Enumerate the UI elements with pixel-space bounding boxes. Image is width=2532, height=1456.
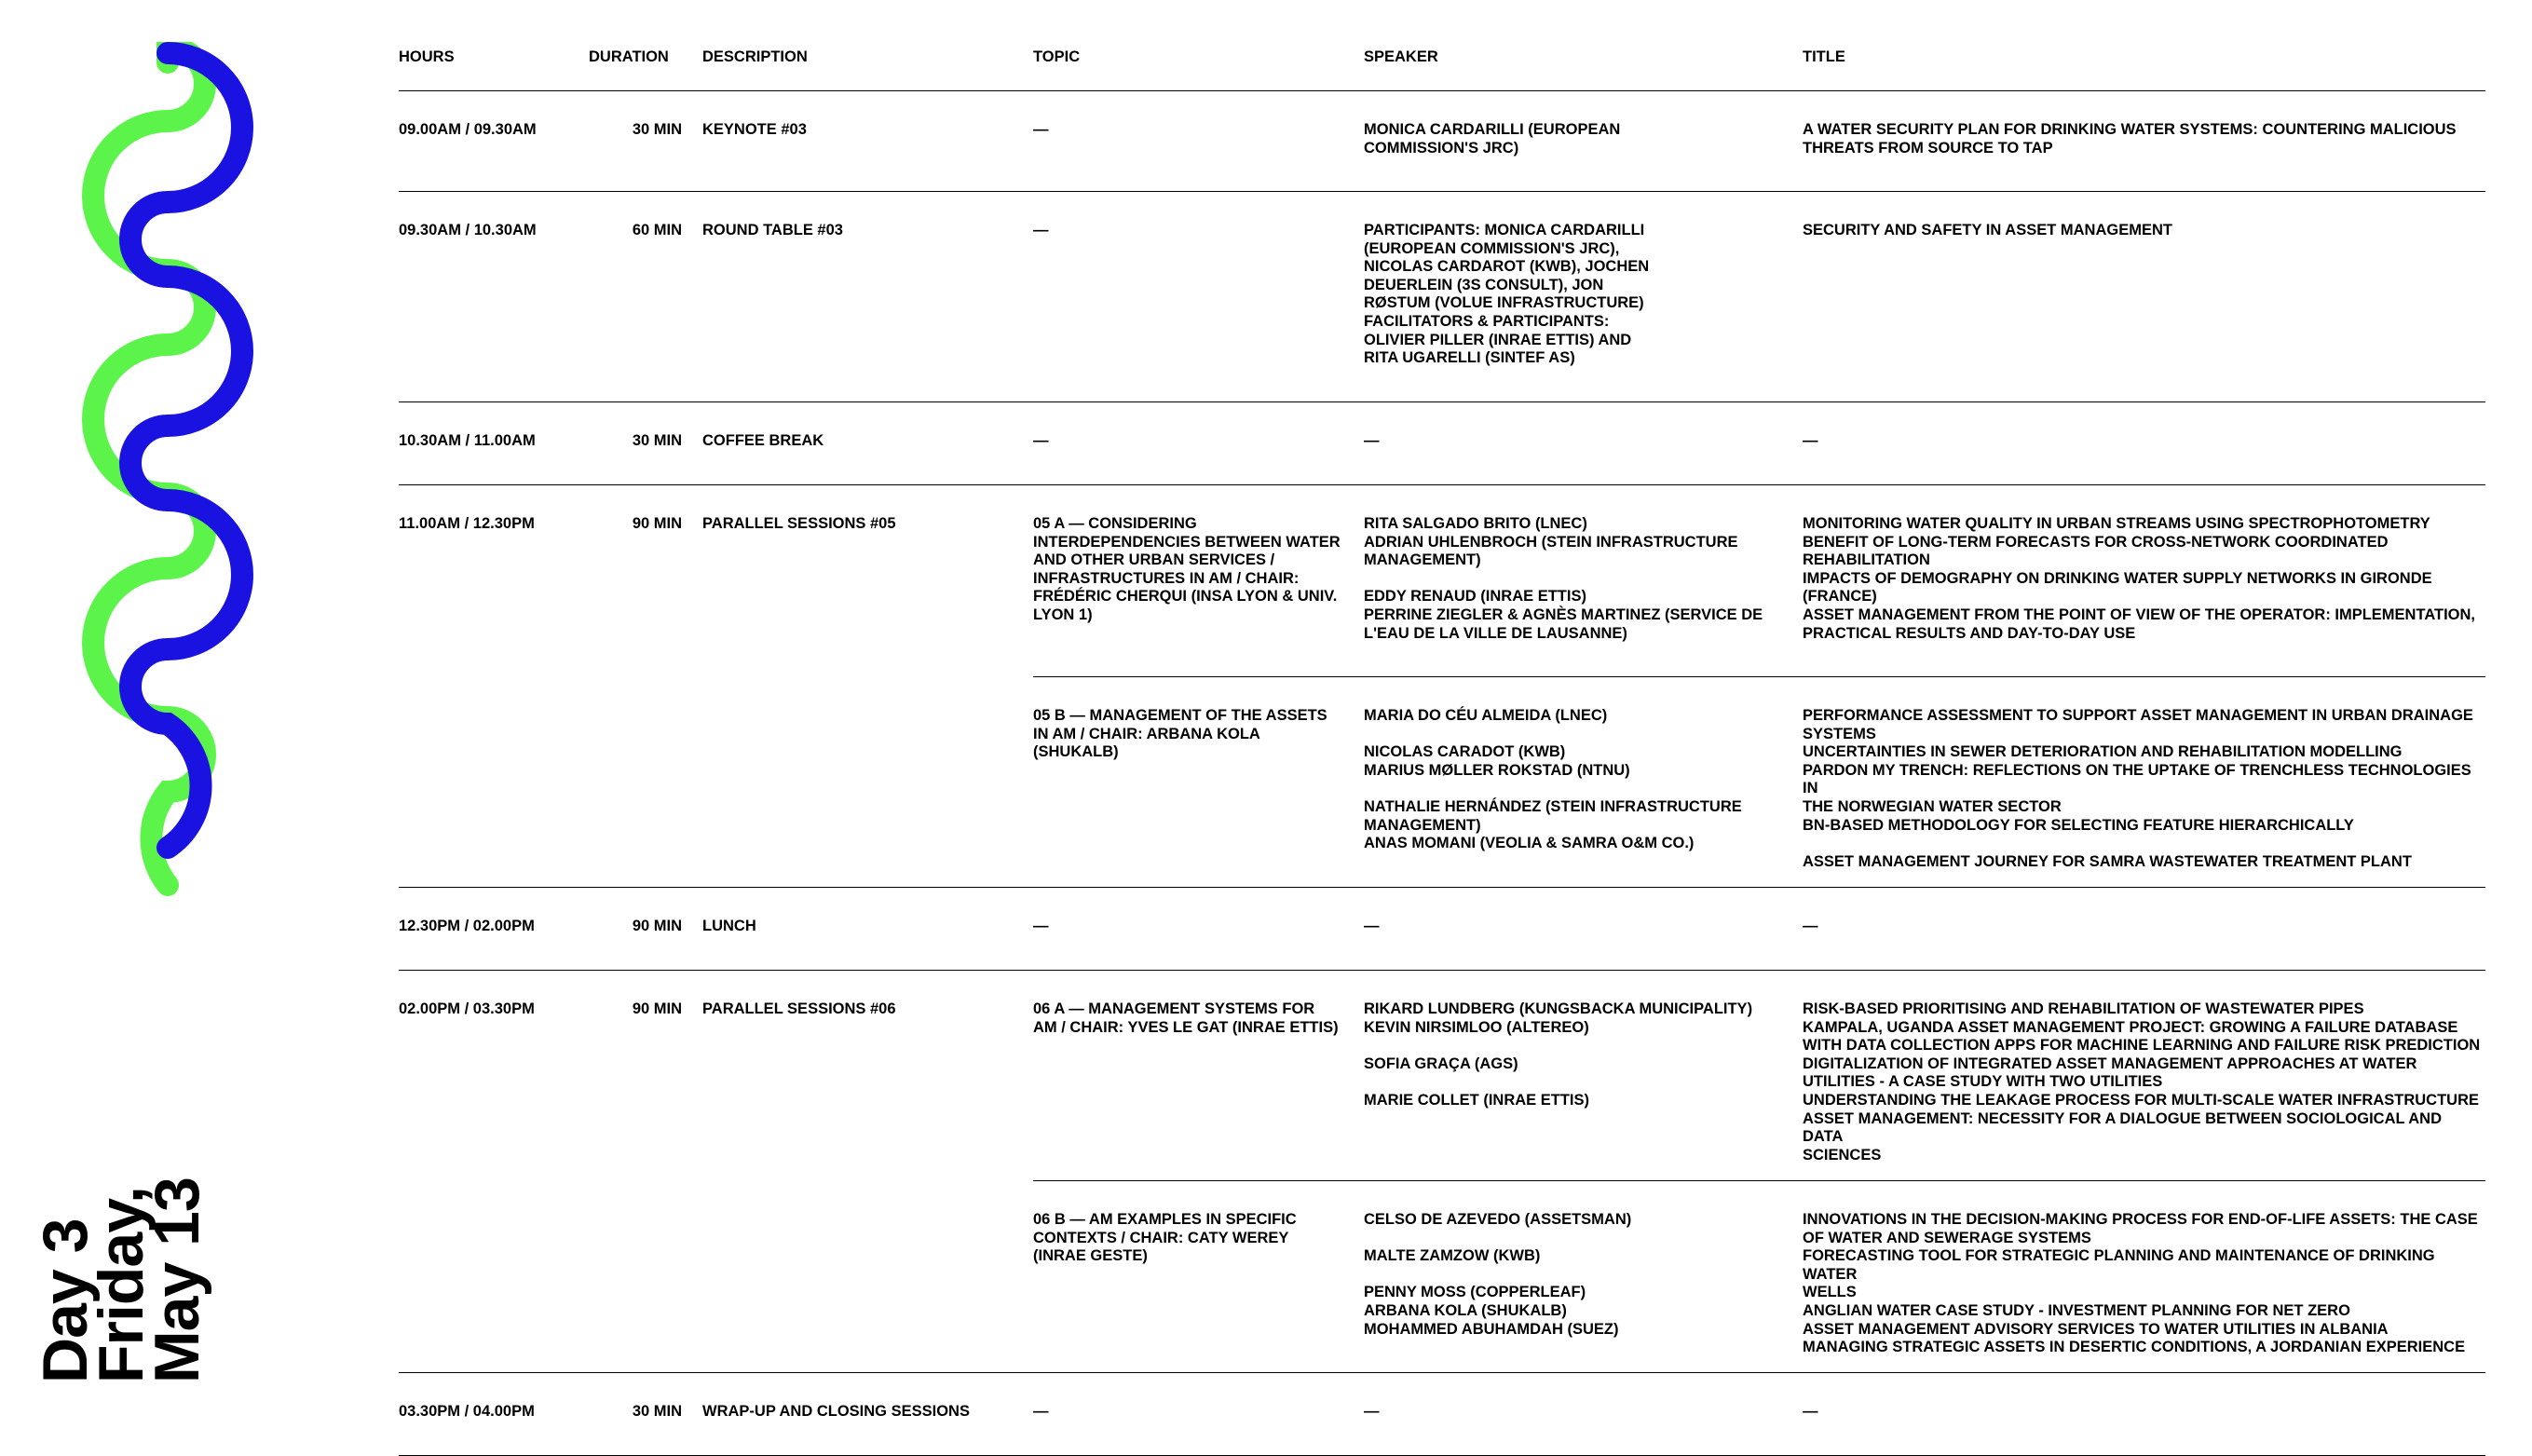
topic-cell: 05 A — CONSIDERING INTERDEPENDENCIES BETWEEN WATER AND OTHER URBAN SERVICES / INFRASTRUCTURES IN AM / CHAIR: FRÉDÉRIC CHERQUI (INSA LYON & UNIV. LYON 1) xyxy=(1033,515,1341,623)
session-block xyxy=(1033,1373,2485,1455)
title-cell-line: OF WATER AND SEWERAGE SYSTEMS xyxy=(1803,1229,2091,1246)
duration-cell: 60 MIN xyxy=(632,222,682,238)
sessions-wrap xyxy=(1033,485,2485,887)
sessions-wrap xyxy=(1033,1373,2485,1455)
description-cell: COFFEE BREAK xyxy=(702,432,824,449)
sessions-wrap xyxy=(1033,192,2485,401)
topic-cell: — xyxy=(1033,918,1049,934)
title-cell-line: — xyxy=(1803,432,1818,449)
speaker-cell-line: DEUERLEIN (3S CONSULT), JON xyxy=(1364,276,1604,293)
title-cell-line: ASSET MANAGEMENT FROM THE POINT OF VIEW OF THE OPERATOR: IMPLEMENTATION, xyxy=(1803,606,2476,623)
speaker-cell xyxy=(1364,1403,1778,1422)
title-cell-line: — xyxy=(1803,918,1818,934)
speaker-cell xyxy=(1364,1211,1778,1339)
title-cell-line: SECURITY AND SAFETY IN ASSET MANAGEMENT xyxy=(1803,222,2172,238)
speaker-cell-line: MANAGEMENT) xyxy=(1364,816,1481,834)
title-cell-line: RISK-BASED PRIORITISING AND REHABILITATION OF WASTEWATER PIPES xyxy=(1803,1000,2364,1017)
speaker-cell-line: RIKARD LUNDBERG (KUNGSBACKA MUNICIPALITY) xyxy=(1364,1000,1753,1017)
sessions-wrap xyxy=(1033,91,2485,191)
header-duration: DURATION xyxy=(589,48,669,65)
group-gap xyxy=(1364,726,1778,744)
title-cell-line: BENEFIT OF LONG-TERM FORECASTS FOR CROSS-NETWORK COORDINATED xyxy=(1803,533,2389,551)
topic-cell: 06 A — MANAGEMENT SYSTEMS FOR AM / CHAIR: YVES LE GAT (INRAE ETTIS) xyxy=(1033,1000,1339,1036)
title-cell-line: PRACTICAL RESULTS AND DAY-TO-DAY USE xyxy=(1803,624,2136,642)
title-cell-line: INNOVATIONS IN THE DECISION-MAKING PROCESS FOR END-OF-LIFE ASSETS: THE CASE xyxy=(1803,1211,2478,1228)
duration-cell: 90 MIN xyxy=(632,918,682,934)
speaker-cell-line: PENNY MOSS (COPPERLEAF) xyxy=(1364,1284,1586,1301)
speaker-cell-line: ARBANA KOLA (SHUKALB) xyxy=(1364,1301,1567,1319)
speaker-cell-line: SOFIA GRAÇA (AGS) xyxy=(1364,1055,1518,1072)
title-cell-line: REHABILITATION xyxy=(1803,551,1930,569)
title-cell-line: FORECASTING TOOL FOR STRATEGIC PLANNING AND MAINTENANCE OF DRINKING WATER xyxy=(1803,1247,2435,1283)
squiggle-blue-line xyxy=(130,53,242,848)
title-cell xyxy=(1803,1000,2483,1164)
speaker-cell-line: MONICA CARDARILLI (EUROPEAN xyxy=(1364,121,1621,138)
speaker-cell-line: MANAGEMENT) xyxy=(1364,551,1481,569)
squiggle-decoration xyxy=(37,42,256,899)
hours-cell: 09.00AM / 09.30AM xyxy=(399,121,537,138)
title-cell-line: WELLS xyxy=(1803,1284,1857,1301)
hours-cell: 09.30AM / 10.30AM xyxy=(399,222,537,238)
title-cell-line: UTILITIES - A CASE STUDY WITH TWO UTILITIES xyxy=(1803,1073,2163,1091)
session-block xyxy=(1033,402,2485,484)
title-cell xyxy=(1803,121,2483,157)
table-body xyxy=(399,91,2485,1456)
speaker-cell-line: RITA UGARELLI (SINTEF AS) xyxy=(1364,349,1575,367)
sessions-wrap xyxy=(1033,402,2485,484)
title-cell-line: SYSTEMS xyxy=(1803,725,1876,742)
duration-cell: 90 MIN xyxy=(632,1000,682,1017)
description-cell: ROUND TABLE #03 xyxy=(702,222,843,238)
title-cell-line: A WATER SECURITY PLAN FOR DRINKING WATER SYSTEMS: COUNTERING MALICIOUS xyxy=(1803,121,2457,138)
title-cell xyxy=(1803,1403,2483,1422)
speaker-cell-line: ANAS MOMANI (VEOLIA & SAMRA O&M CO.) xyxy=(1364,835,1695,852)
speaker-cell-line: MOHAMMED ABUHAMDAH (SUEZ) xyxy=(1364,1320,1619,1338)
duration-cell: 30 MIN xyxy=(632,432,682,449)
title-cell-line: UNDERSTANDING THE LEAKAGE PROCESS FOR MULTI-SCALE WATER INFRASTRUCTURE xyxy=(1803,1091,2479,1109)
description-cell: LUNCH xyxy=(702,918,756,934)
speaker-cell-line: EDDY RENAUD (INRAE ETTIS) xyxy=(1364,588,1586,606)
speaker-cell-line: — xyxy=(1364,1403,1380,1420)
speaker-cell-line: OLIVIER PILLER (INRAE ETTIS) AND xyxy=(1364,331,1632,348)
hours-cell: 12.30PM / 02.00PM xyxy=(399,918,535,934)
session-block xyxy=(1033,485,2485,676)
schedule-table xyxy=(399,37,2485,1456)
weekday: Friday, xyxy=(86,1187,157,1383)
title-cell-line: WITH DATA COLLECTION APPS FOR MACHINE LEARNING AND FAILURE RISK PREDICTION xyxy=(1803,1037,2481,1055)
description-cell: PARALLEL SESSIONS #06 xyxy=(702,1000,896,1017)
speaker-cell-line: MARIA DO CÉU ALMEIDA (LNEC) xyxy=(1364,707,1608,724)
speaker-cell-line: ADRIAN UHLENBROCH (STEIN INFRASTRUCTURE xyxy=(1364,533,1738,551)
speaker-cell-line: RØSTUM (VOLUE INFRASTRUCTURE) xyxy=(1364,294,1644,312)
speaker-cell-line: RITA SALGADO BRITO (LNEC) xyxy=(1364,515,1587,532)
session-block xyxy=(1033,676,2485,887)
title-cell-line: THREATS FROM SOURCE TO TAP xyxy=(1803,139,2053,156)
session-block xyxy=(1033,888,2485,970)
hours-cell: 11.00AM / 12.30PM xyxy=(399,515,535,532)
speaker-cell-line: — xyxy=(1364,432,1380,449)
topic-cell: 05 B — MANAGEMENT OF THE ASSETS IN AM / CHAIR: ARBANA KOLA (SHUKALB) xyxy=(1033,707,1327,761)
title-cell xyxy=(1803,918,2483,936)
speaker-cell-line: MALTE ZAMZOW (KWB) xyxy=(1364,1247,1541,1265)
duration-cell: 90 MIN xyxy=(632,515,682,532)
speaker-cell-line: — xyxy=(1364,918,1380,934)
session-block xyxy=(1033,91,2485,191)
title-cell xyxy=(1803,515,2483,643)
title-cell-line: KAMPALA, UGANDA ASSET MANAGEMENT PROJECT: GROWING A FAILURE DATABASE xyxy=(1803,1018,2458,1036)
group-gap xyxy=(1364,1073,1778,1092)
description-cell: KEYNOTE #03 xyxy=(702,121,807,138)
speaker-cell-line: NICOLAS CARDAROT (KWB), JOCHEN xyxy=(1364,258,1650,276)
title-cell-line: DIGITALIZATION OF INTEGRATED ASSET MANAGEMENT APPROACHES AT WATER xyxy=(1803,1055,2417,1072)
header-topic: TOPIC xyxy=(1033,48,1081,65)
speaker-cell-line: (EUROPEAN COMMISSION'S JRC), xyxy=(1364,239,1620,257)
title-cell-line: — xyxy=(1803,1403,1818,1420)
hours-cell: 02.00PM / 03.30PM xyxy=(399,1000,535,1017)
topic-cell: — xyxy=(1033,1403,1049,1420)
speaker-cell-line: PERRINE ZIEGLER & AGNÈS MARTINEZ (SERVICE DE xyxy=(1364,606,1763,623)
header-title: TITLE xyxy=(1803,48,1845,65)
title-cell xyxy=(1803,222,2483,240)
title-cell-line: MONITORING WATER QUALITY IN URBAN STREAMS USING SPECTROPHOTOMETRY xyxy=(1803,515,2430,532)
speaker-cell-line: NICOLAS CARADOT (KWB) xyxy=(1364,743,1566,761)
header-hours: HOURS xyxy=(399,48,455,65)
title-cell xyxy=(1803,707,2483,871)
duration-cell: 30 MIN xyxy=(632,1403,682,1420)
title-cell-line: PERFORMANCE ASSESSMENT TO SUPPORT ASSET MANAGEMENT IN URBAN DRAINAGE xyxy=(1803,707,2473,724)
date: May 13 xyxy=(142,1177,212,1383)
speaker-cell xyxy=(1364,121,1778,157)
table-row xyxy=(399,971,2485,1373)
session-block xyxy=(1033,192,2485,401)
topic-cell: 06 B — AM EXAMPLES IN SPECIFIC CONTEXTS / CHAIR: CATY WEREY (INRAE GESTE) xyxy=(1033,1211,1297,1265)
topic-cell: — xyxy=(1033,121,1049,138)
title-cell xyxy=(1803,1211,2483,1357)
table-row xyxy=(399,192,2485,402)
description-cell: PARALLEL SESSIONS #05 xyxy=(702,515,896,532)
speaker-cell-line: FACILITATORS & PARTICIPANTS: xyxy=(1364,312,1610,330)
title-cell-line: SCIENCES xyxy=(1803,1146,1882,1163)
table-row xyxy=(399,402,2485,485)
description-cell: WRAP-UP AND CLOSING SESSIONS xyxy=(702,1403,970,1420)
title-cell-line: ASSET MANAGEMENT ADVISORY SERVICES TO WATER UTILITIES IN ALBANIA xyxy=(1803,1320,2389,1338)
title-cell-line: UNCERTAINTIES IN SEWER DETERIORATION AND REHABILITATION MODELLING xyxy=(1803,743,2403,761)
table-row xyxy=(399,91,2485,192)
speaker-cell-line: COMMISSION'S JRC) xyxy=(1364,139,1519,156)
speaker-cell-line: MARIUS MØLLER ROKSTAD (NTNU) xyxy=(1364,761,1630,779)
speaker-cell xyxy=(1364,515,1778,643)
title-cell-line: PARDON MY TRENCH: REFLECTIONS ON THE UPTAKE OF TRENCHLESS TECHNOLOGIES IN xyxy=(1803,761,2471,797)
session-block xyxy=(1033,971,2485,1180)
title-cell-line: ASSET MANAGEMENT: NECESSITY FOR A DIALOGUE BETWEEN SOCIOLOGICAL AND DATA xyxy=(1803,1109,2443,1146)
duration-cell: 30 MIN xyxy=(632,121,682,138)
topic-cell: — xyxy=(1033,222,1049,238)
table-header xyxy=(399,37,2485,91)
speaker-cell xyxy=(1364,222,1778,368)
speaker-cell-line: CELSO DE AZEVEDO (ASSETSMAN) xyxy=(1364,1211,1632,1228)
group-gap xyxy=(1803,835,2483,853)
group-gap xyxy=(1364,1266,1778,1285)
speaker-cell xyxy=(1364,1000,1778,1110)
title-cell-line: BN-BASED METHODOLOGY FOR SELECTING FEATURE HIERARCHICALLY xyxy=(1803,816,2354,834)
table-row xyxy=(399,888,2485,971)
day-number: Day 3 xyxy=(30,1218,101,1383)
title-cell-line: ANGLIAN WATER CASE STUDY - INVESTMENT PLANNING FOR NET ZERO xyxy=(1803,1301,2350,1319)
title-cell-line: IMPACTS OF DEMOGRAPHY ON DRINKING WATER SUPPLY NETWORKS IN GIRONDE xyxy=(1803,569,2432,587)
sessions-wrap xyxy=(1033,888,2485,970)
session-block xyxy=(1033,1180,2485,1372)
title-cell xyxy=(1803,432,2483,451)
group-gap xyxy=(1364,780,1778,798)
header-description: DESCRIPTION xyxy=(702,48,808,65)
speaker-cell xyxy=(1364,918,1778,936)
speaker-cell-line: MARIE COLLET (INRAE ETTIS) xyxy=(1364,1091,1589,1109)
group-gap xyxy=(1364,1037,1778,1055)
group-gap xyxy=(1364,570,1778,589)
speaker-cell-line: PARTICIPANTS: MONICA CARDARILLI xyxy=(1364,222,1645,238)
title-cell-line: MANAGING STRATEGIC ASSETS IN DESERTIC CONDITIONS, A JORDANIAN EXPERIENCE xyxy=(1803,1339,2466,1356)
group-gap xyxy=(1364,1230,1778,1248)
hours-cell: 03.30PM / 04.00PM xyxy=(399,1403,535,1420)
table-row xyxy=(399,1373,2485,1456)
speaker-cell-line: NATHALIE HERNÁNDEZ (STEIN INFRASTRUCTURE xyxy=(1364,797,1742,815)
speaker-cell xyxy=(1364,432,1778,451)
speaker-cell-line: KEVIN NIRSIMLOO (ALTEREO) xyxy=(1364,1018,1589,1036)
header-speaker: SPEAKER xyxy=(1364,48,1438,65)
sessions-wrap xyxy=(1033,971,2485,1372)
hours-cell: 10.30AM / 11.00AM xyxy=(399,432,536,449)
day-date-label xyxy=(30,1177,212,1383)
topic-cell: — xyxy=(1033,432,1049,449)
title-cell-line: THE NORWEGIAN WATER SECTOR xyxy=(1803,797,2062,815)
speaker-cell-line: L'EAU DE LA VILLE DE LAUSANNE) xyxy=(1364,624,1627,642)
speaker-cell xyxy=(1364,707,1778,853)
table-row xyxy=(399,485,2485,888)
title-cell-line: (FRANCE) xyxy=(1803,588,1877,606)
title-cell-line: ASSET MANAGEMENT JOURNEY FOR SAMRA WASTEWATER TREATMENT PLANT xyxy=(1803,852,2412,870)
